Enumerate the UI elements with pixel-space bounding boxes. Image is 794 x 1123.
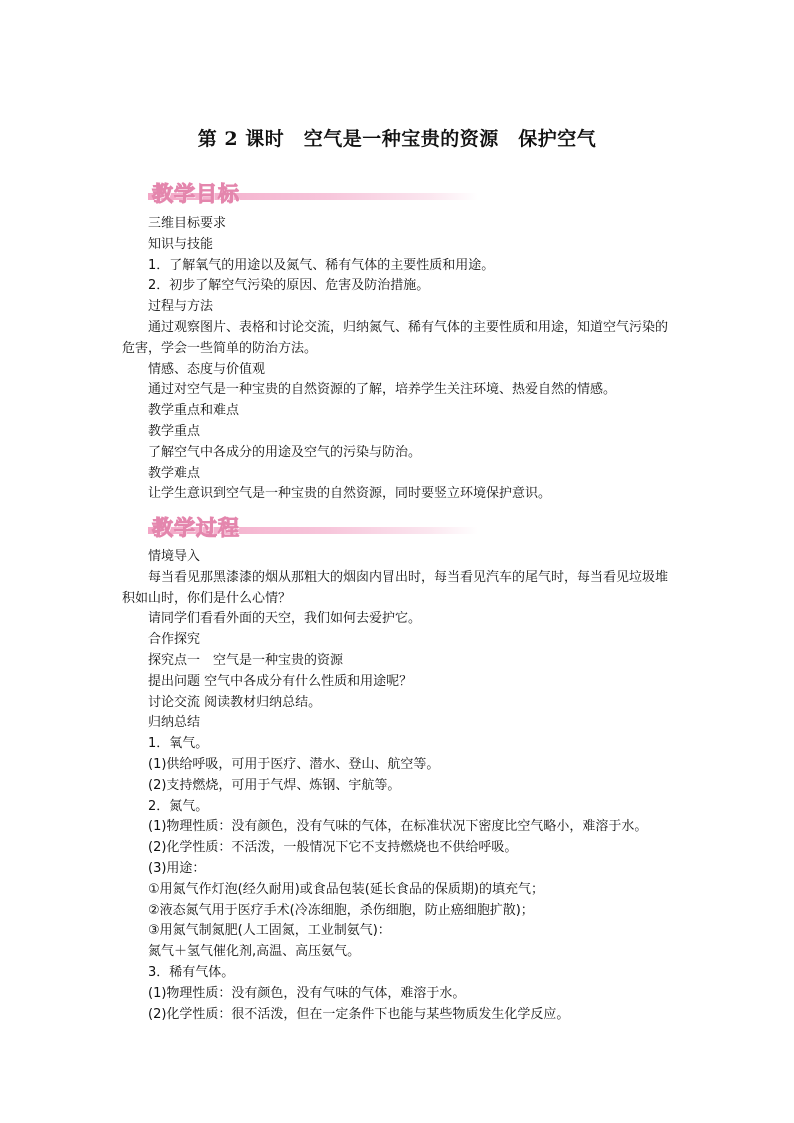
heading-key-point: 教学重点 [148, 423, 201, 439]
list-item: ③用氮气制氮肥(人工固氮，工业制氨气)： [148, 923, 391, 939]
heading-cooperative-inquiry: 合作探究 [148, 632, 201, 648]
list-item: 1．氧气。 [148, 736, 209, 752]
paragraph: 讨论交流 阅读教材归纳总结。 [148, 694, 322, 710]
list-item: (1)供给呼吸，可用于医疗、潜水、登山、航空等。 [148, 756, 440, 772]
lesson-title: 第 2 课时 空气是一种宝贵的资源 保护空气 [197, 128, 597, 150]
list-item: ①用氮气作灯泡(经久耐用)或食品包装(延长食品的保质期)的填充气； [148, 881, 544, 897]
paragraph: 通过观察图片、表格和讨论交流，归纳氮气、稀有气体的主要性质和用途，知道空气污染的危害，学会一些简单的防治方法。 [122, 319, 669, 356]
list-item: (1)物理性质：没有颜色，没有气味的气体，难溶于水。 [148, 985, 466, 1001]
heading-summary: 归纳总结 [148, 715, 201, 731]
heading-inquiry-point-1: 探究点一 空气是一种宝贵的资源 [148, 652, 344, 668]
heading-process-methods: 过程与方法 [148, 299, 214, 315]
reaction-equation: 氮气＋氢气催化剂,高温、高压氨气。 [148, 944, 361, 960]
list-item: (2)支持燃烧，可用于气焊、炼钢、宇航等。 [148, 777, 401, 793]
heading-three-dimension-goals: 三维目标要求 [148, 216, 227, 231]
section-banner-teaching-goals [148, 178, 478, 208]
heading-emotion-values: 情感、态度与价值观 [148, 361, 266, 377]
teaching-process-content [122, 547, 678, 1025]
list-item: 3．稀有气体。 [148, 964, 235, 980]
list-item: (2)化学性质：很不活泼，但在一定条件下也能与某些物质发生化学反应。 [148, 1006, 570, 1022]
teaching-goals-content [122, 214, 678, 505]
paragraph: 每当看见那黑漆漆的烟从那粗大的烟囱内冒出时，每当看见汽车的尾气时，每当看见垃圾堆积如山时，你们是什么心情？ [122, 569, 669, 606]
list-item: (2)化学性质：不活泼，一般情况下它不支持燃烧也不供给呼吸。 [148, 840, 518, 856]
section-banner-teaching-process [148, 512, 478, 542]
paragraph: 提出问题 空气中各成分有什么性质和用途呢？ [148, 673, 413, 689]
heading-difficulty: 教学难点 [148, 465, 201, 481]
heading-key-points: 教学重点和难点 [148, 403, 240, 419]
goal-item: 1．了解氧气的用途以及氮气、稀有气体的主要性质和用途。 [148, 257, 495, 273]
list-item: ②液态氮气用于医疗手术(冷冻细胞，杀伤细胞，防止癌细胞扩散)； [148, 902, 534, 918]
banner-label: 教学过程 [152, 516, 240, 540]
goal-item: 2．初步了解空气污染的原因、危害及防治措施。 [148, 278, 430, 294]
paragraph: 通过对空气是一种宝贵的自然资源的了解，培养学生关注环境、热爱自然的情感。 [148, 382, 617, 398]
list-item: (3)用途： [148, 860, 206, 876]
paragraph: 请同学们看看外面的天空，我们如何去爱护它。 [148, 611, 422, 627]
paragraph: 了解空气中各成分的用途及空气的污染与防治。 [148, 444, 422, 460]
heading-scenario-intro: 情境导入 [148, 549, 201, 564]
list-item: 2．氮气。 [148, 798, 209, 814]
heading-knowledge-skills: 知识与技能 [148, 236, 214, 252]
banner-label: 教学目标 [152, 182, 240, 206]
list-item: (1)物理性质：没有颜色，没有气味的气体，在标准状况下密度比空气略小，难溶于水。 [148, 819, 648, 835]
paragraph: 让学生意识到空气是一种宝贵的自然资源，同时要竖立环境保护意识。 [148, 486, 552, 502]
